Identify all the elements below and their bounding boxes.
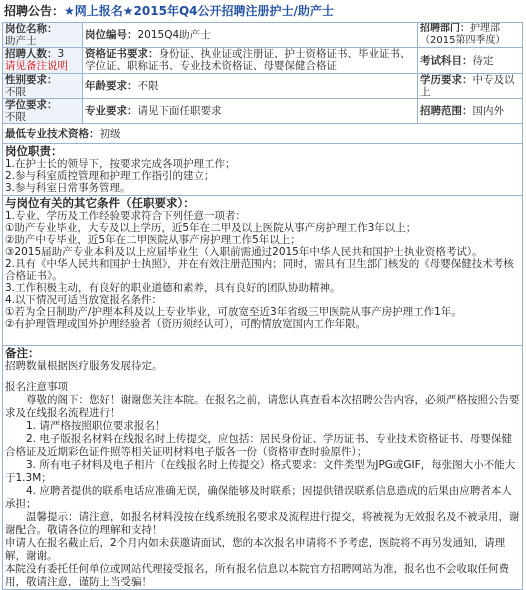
scope-cell [418, 99, 523, 124]
post-name-value: 助产士 [5, 35, 37, 47]
notes-item: 4. 应聘者提供的联系电话应准确无误，确保能够及时联系；因提供错误联系信息造成的后果由应聘者本人承担； [5, 485, 512, 510]
min-title-value: 初级 [99, 127, 121, 140]
count-cell [3, 48, 83, 74]
degree-cell [3, 99, 83, 124]
info-row-degree [3, 99, 523, 124]
online-apply-badge[interactable]: ★网上报名★ [64, 4, 134, 18]
notes-item: 3. 所有电子材料及电子相片（在线报名时上传提交）格式要求：文件类型为JPG或GIF，每张图大小不能大于1.3M； [5, 459, 516, 484]
info-row-gender [3, 74, 523, 99]
duty-item: 3.参与科室日常事务管理。 [5, 182, 131, 194]
job-posting [2, 0, 524, 590]
requirement-item: ①若为全日制助产/护理本科及以上专业毕业，可放宽至近3年省级三甲医院从事产房护理工作1年。 [5, 306, 462, 318]
cert-cell [83, 48, 418, 74]
duties-row [3, 144, 523, 196]
duties-section [3, 144, 523, 196]
post-code-cell [83, 23, 418, 48]
info-row-post [3, 23, 523, 48]
requirement-item: 3.工作积极主动，有良好的职业道德和素养，具有良好的团队协助精神。 [5, 282, 341, 294]
requirement-item: ③2015届助产专业本科及以上应届毕业生（入职前需通过2015年中华人民共和国护士执业资格考试）。 [5, 246, 483, 258]
gender-label: 性别要求： [5, 74, 58, 86]
posting-title[interactable]: 2015年Q4公开招聘注册护士/助产士 [133, 4, 334, 18]
post-code-label: 岗位编号： [85, 29, 138, 41]
duty-item: 2.参与科室质控管理和护理工作指引的建立； [5, 170, 215, 182]
requirement-item: ②有护理管理或国外护理经验者（资历须经认可），可酌情放宽国内工作年限。 [5, 318, 367, 330]
requirements-title: 与岗位有关的其它条件（任职要求）： [5, 196, 195, 210]
notes-line: 招聘数量根据医疗服务发展待定。 [5, 360, 163, 372]
cert-value: 身份证、执业证或注册证、护士资格证书、毕业证书、学位证、职称证书、专业技术资格证、母婴保健合格证 [85, 48, 411, 72]
age-value: 不限 [137, 80, 159, 92]
requirement-item: ②助产中专毕业，近5年在二甲医院从事产房护理工作5年以上； [5, 234, 301, 246]
notes-item: 1. 请严格按照职位要求报名！ [26, 420, 166, 432]
requirement-item: ①助产专业毕业，大专及以上学历，近5年在二甲及以上医院从事产房护理工作3年以上； [5, 222, 417, 234]
post-name-cell [3, 23, 83, 48]
min-title-cell [3, 124, 523, 144]
notes-item: 申请人在报名截止后，2个月内如未获邀请面试，您的本次报名申请将不予考虑，医院将不再另发通知，请理解，谢谢。 [5, 537, 506, 562]
notes-item: 本院没有委托任何单位或网站代理接受报名，所有报名信息以本院官方招聘网站为准，报名也不会收取任何费用，敬请注意，谨防上当受骗！ [5, 563, 509, 588]
requirement-item: 2.具有《中华人民共和国护士执照》，并在有效注册范围内；同时，需具有卫生部门核发的《母婴保健技术考核合格证书》。 [5, 258, 514, 282]
min-title-label: 最低专业技术资格： [5, 127, 100, 140]
scope-label: 招聘范围： [420, 105, 473, 117]
post-name-label: 岗位名称： [5, 23, 58, 35]
notes-item: 2. 电子版报名材料在线报名时上传提交，应包括：居民身份证、学历证书、专业技术资格证书、母婴保健合格证及近期彩色证件照等相关证明材料电子版各一份（资格审查时验原件）； [5, 433, 512, 458]
gender-cell [3, 74, 83, 99]
degree-label: 学位要求： [5, 99, 58, 111]
requirement-item: 1.专业、学历及工作经验要求符合下列任意一项者： [5, 210, 247, 222]
edu-label: 学历要求： [420, 74, 473, 86]
duties-title: 岗位职责： [5, 144, 63, 158]
notes-row [3, 346, 523, 590]
age-cell [83, 74, 418, 99]
exam-value: 待定 [472, 54, 494, 67]
notes-item: 温馨提示：请注意，如报名材料没按在线系统报名要求及流程进行提交，将被视为无效报名及不被录用，谢谢配合。敬请各位的理解和支持！ [5, 511, 520, 536]
exam-label: 考试科目： [420, 54, 473, 67]
scope-value: 国内外 [472, 105, 505, 117]
major-value: 请见下面任职要求 [137, 105, 222, 117]
dept-label: 招聘部门： [420, 23, 471, 34]
posting-label: 招聘公告： [4, 4, 65, 18]
age-label: 年龄要求： [85, 80, 138, 92]
notes-subtitle: 报名注意事项 [5, 381, 68, 393]
edu-cell [418, 74, 523, 99]
major-label: 专业要求： [85, 105, 138, 117]
requirements-section [3, 196, 523, 346]
exam-cell [418, 48, 523, 74]
edu-value: 中专及以上 [420, 74, 515, 98]
remark-note: 请见备注说明 [5, 60, 68, 72]
count-value: 3 [57, 48, 65, 60]
requirement-item: 4.以下情况可适当放宽报名条件： [5, 294, 163, 306]
notes-section [3, 346, 523, 590]
major-cell [83, 99, 418, 124]
info-row-count [3, 48, 523, 74]
requirements-row [3, 196, 523, 346]
posting-title-bar [2, 0, 524, 22]
dept-cell [418, 23, 523, 48]
notes-title: 备注： [5, 346, 40, 360]
gender-value: 不限 [5, 86, 26, 98]
duty-item: 1.在护士长的领导下，按要求完成各项护理工作； [5, 158, 236, 170]
posting-info-table [2, 22, 523, 590]
dept-value: 护理部（2015第四季度） [420, 23, 506, 46]
notes-item: 尊敬的阁下：您好！谢谢您关注本院。在报名之前，请您认真查看本次招聘公告内容，必须严格按照公告要求及在线报名流程进行！ [5, 394, 520, 419]
cert-label: 资格证书要求： [85, 48, 159, 60]
info-row-title [3, 124, 523, 144]
post-code-value: 2015Q4助产士 [137, 29, 211, 41]
degree-value: 不限 [5, 111, 26, 123]
count-label: 招聘人数： [5, 48, 58, 60]
